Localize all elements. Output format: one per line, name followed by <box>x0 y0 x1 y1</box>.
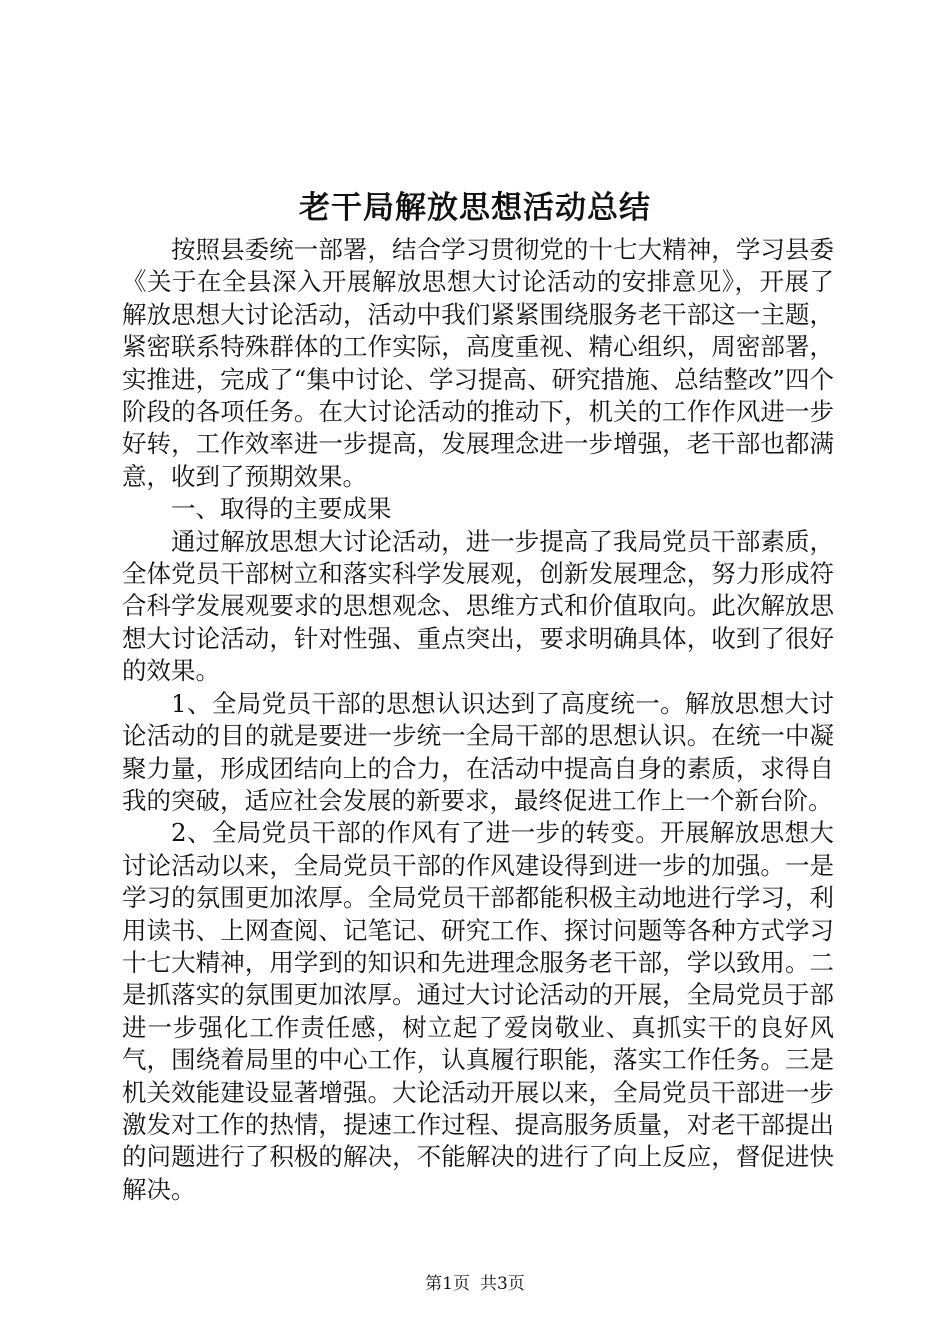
document-title: 老干局解放思想活动总结 <box>299 190 651 226</box>
page-footer <box>0 1272 950 1296</box>
page-total: 共3页 <box>480 1274 525 1294</box>
section-heading-achievements: 一、取得的主要成果 <box>171 494 392 524</box>
page-number: 第1页 <box>425 1274 470 1294</box>
paragraph-point-1: 1、全局党员干部的思想认识达到了高度统一。解放思想大讨论活动的目的就是要进一步统一全局干部的思想认识。在统一中凝聚力量，形成团结向上的合力，在活动中提高自身的素质，求得自我的突破，适应社会发展的新要求，最终促进工作上一个新台阶。 <box>122 688 834 815</box>
paragraph-achievements-summary: 通过解放思想大讨论活动，进一步提高了我局党员干部素质，全体党员干部树立和落实科学发展观，创新发展理念，努力形成符合科学发展观要求的思想观念、思维方式和价值取向。此次解放思想大讨论活动，针对性强、重点突出，要求明确具体，收到了很好的效果。 <box>122 526 834 686</box>
paragraph-intro: 按照县委统一部署，结合学习贯彻党的十七大精神，学习县委《关于在全县深入开展解放思想大讨论活动的安排意见》，开展了解放思想大讨论活动，活动中我们紧紧围绕服务老干部这一主题，紧密联系特殊群体的工作实际，高度重视、精心组织，周密部署，实推进，完成了“集中讨论、学习提高、研究措施、总结整改”四个阶段的各项任务。在大讨论活动的推动下，机关的工作作风进一步好转，工作效率进一步提高，发展理念进一步增强，老干部也都满意，收到了预期效果。 <box>122 235 834 491</box>
document-body <box>122 234 834 1206</box>
paragraph-point-2: 2、全局党员干部的作风有了进一步的转变。开展解放思想大讨论活动以来，全局党员干部的作风建设得到进一步的加强。一是学习的氛围更加浓厚。全局党员干部都能积极主动地进行学习，利用读书、上网查阅、记笔记、研究工作、探讨问题等各种方式学习十七大精神，用学到的知识和先进理念服务老干部，学以致用。二是抓落实的氛围更加浓厚。通过大讨论活动的开展，全局党员于部进一步强化工作责任感，树立起了爱岗敬业、真抓实干的良好风气，围绕着局里的中心工作，认真履行职能，落实工作任务。三是机关效能建设显著增强。大论活动开展以来，全局党员干部进一步激发对工作的热情，提速工作过程、提高服务质量，对老干部提出的问题进行了积极的解决，不能解决的进行了向上反应，督促进快解决。 <box>122 818 834 1204</box>
